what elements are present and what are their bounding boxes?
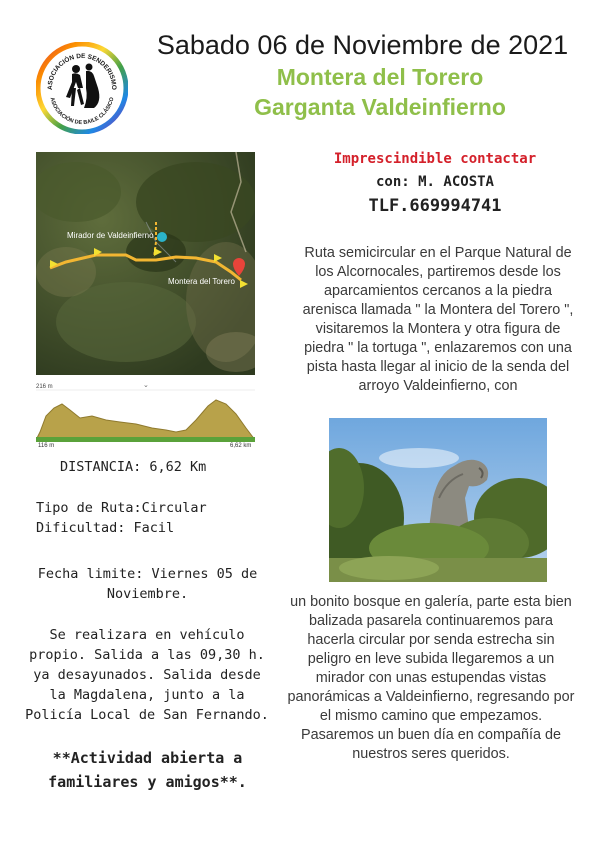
deadline-text: Fecha limite: Viernes 05 de Noviembre. xyxy=(37,566,258,602)
page-title: Sabado 06 de Noviembre de 2021 xyxy=(156,30,569,60)
difficulty-text: Dificultad: Facil xyxy=(36,520,175,536)
contact-required-text: Imprescindible contactar xyxy=(333,151,537,167)
logo-top-text: ASOCIACIÓN DE SENDERISMO xyxy=(46,52,118,91)
map-label-montera: Montera del Torero xyxy=(168,277,235,286)
route-description-part1: Ruta semicircular en el Parque Natural de los Alcornocales, partiremos desde los aparcamientos cercanos a la piedra arenisca llamada " la Montera del Torero ", visitaremos la Montera y otra figura de piedra " la tortuga ", enlazaremos con una pista hasta llegar al inicio de la senda del arroyo Valdeinfierno, con xyxy=(302,245,574,394)
profile-bottom-altitude: 116 m xyxy=(38,443,55,448)
rock-formation-photo xyxy=(329,418,547,582)
transport-text: Se realizara en vehículo propio. Salida a las 09,30 h. ya desayunados. Salida desde la Magdalena, junto a la Policía Local de San Fernando. xyxy=(25,627,269,723)
elevation-profile xyxy=(36,380,255,448)
open-activity-text: **Actividad abierta a familiares y amigos**. xyxy=(48,749,247,791)
club-logo xyxy=(36,42,128,134)
profile-top-altitude: 216 m xyxy=(36,384,53,390)
logo-bottom-text: ASOCIACIÓN DE BAILE CLÁSICO xyxy=(48,96,116,127)
subtitle-route-name: Montera del Torero xyxy=(276,64,484,90)
route-description-part2: un bonito bosque en galería, parte esta bien balizada pasarela continuaremos para hacerla circular por senda estrecha sin peligro en leve subida llegaremos a un mirador con unas estupendas vistas panorámicas a Valdeinfierno, regresando por el mismo camino que empezamos. Pasaremos un buen día en compañía de nuestros seres queridos. xyxy=(287,594,575,762)
route-type-text: Tipo de Ruta:Circular xyxy=(36,500,207,516)
profile-distance-label: 6,62 km xyxy=(230,443,252,448)
distance-text: DISTANCIA: 6,62 Km xyxy=(60,459,207,475)
contact-name-text: con: M. ACOSTA xyxy=(375,174,494,190)
chevron-down-icon: ⌄ xyxy=(143,382,149,389)
route-map xyxy=(36,152,255,375)
subtitle-gorge-name: Garganta Valdeinfierno xyxy=(254,94,506,120)
map-label-mirador: Mirador de Valdeinfierno xyxy=(67,231,154,240)
contact-phone-text: TLF.669994741 xyxy=(368,196,502,216)
viewpoint-icon xyxy=(157,232,167,242)
